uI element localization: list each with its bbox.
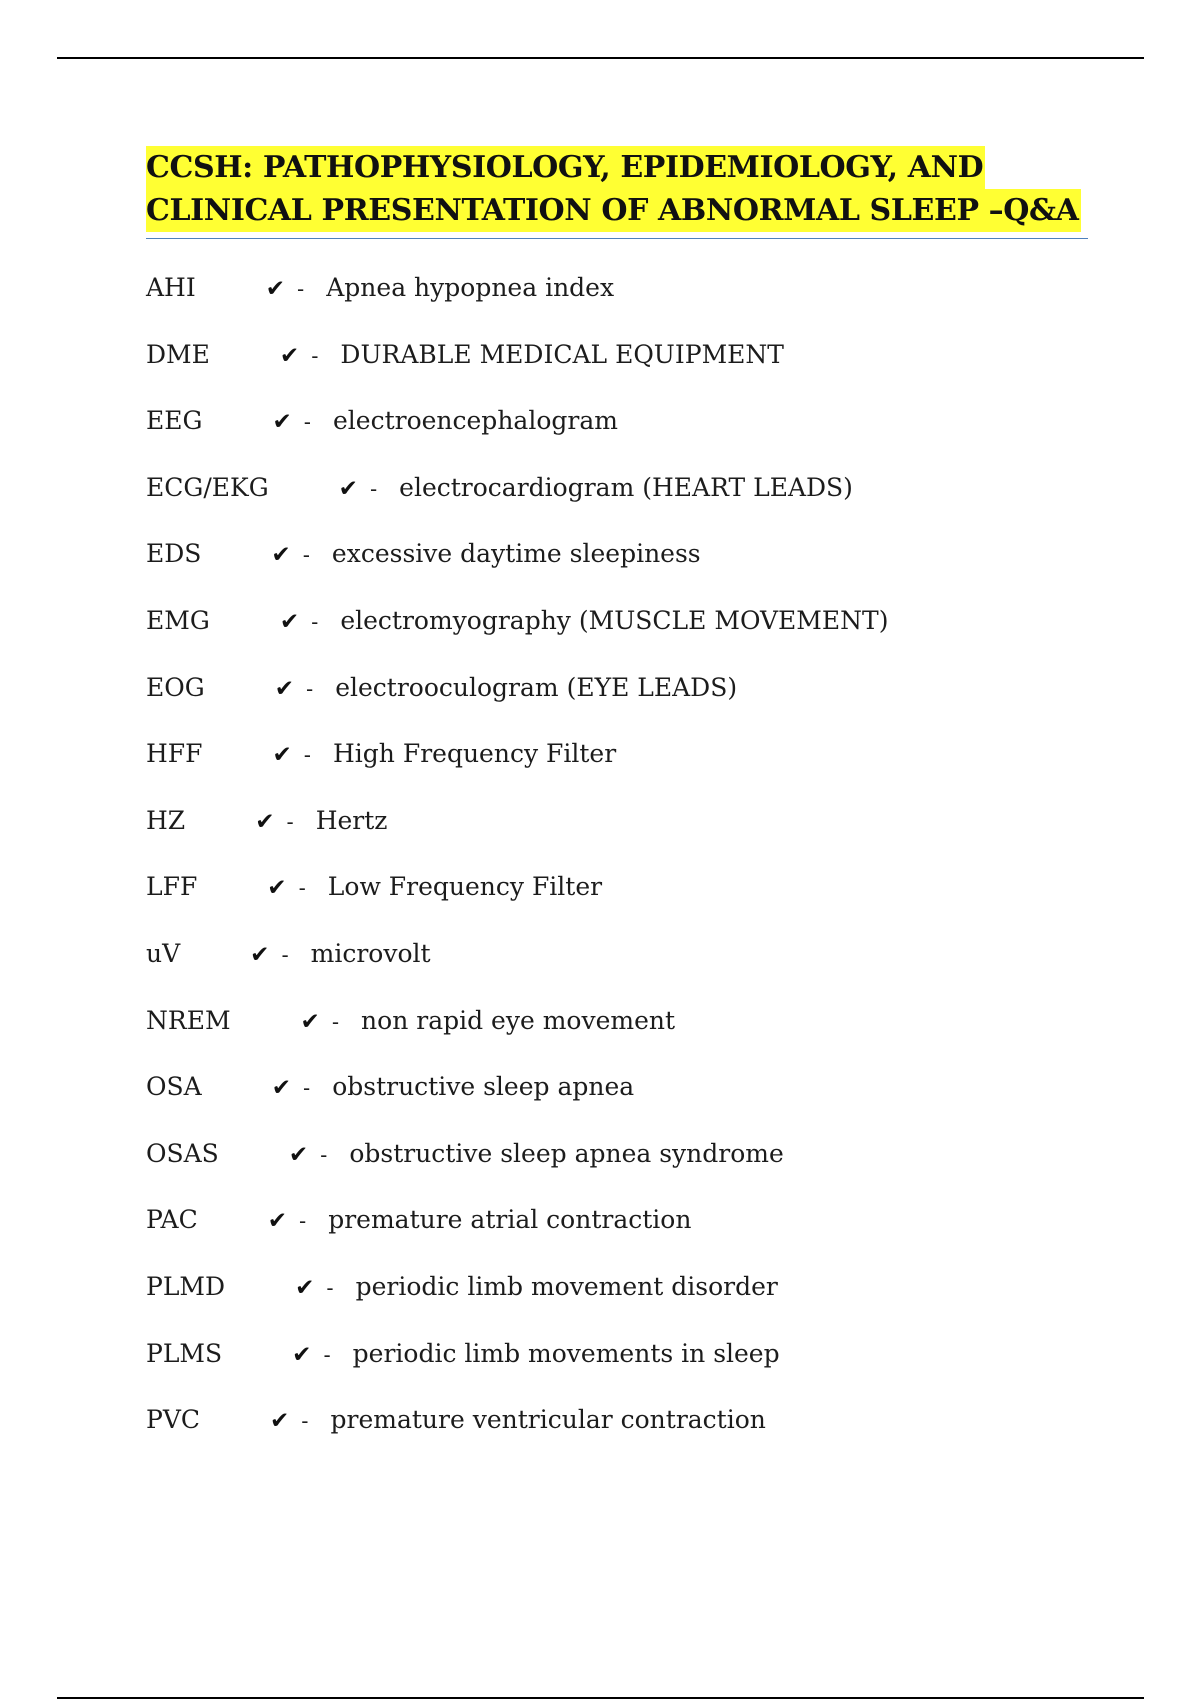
list-item: [146, 399, 1106, 466]
list-item: [146, 799, 1106, 866]
abbreviation-term: PAC: [146, 1205, 198, 1235]
list-item: [146, 266, 1106, 333]
check-icon: ✔: [271, 1075, 291, 1102]
list-item: [146, 1065, 1106, 1132]
abbreviation-definition: obstructive sleep apnea syndrome: [349, 1138, 784, 1168]
abbreviation-term: HFF: [146, 739, 203, 769]
dash-separator: -: [298, 876, 306, 901]
list-item: [146, 532, 1106, 599]
abbreviation-definition: electroencephalogram: [332, 406, 618, 436]
check-icon: ✔: [292, 1341, 312, 1368]
check-icon: ✔: [265, 276, 286, 302]
abbreviation-definition: premature ventricular contraction: [330, 1405, 766, 1435]
list-item: [146, 1198, 1106, 1265]
dash-separator: -: [306, 676, 314, 701]
check-icon: ✔: [300, 1008, 320, 1035]
abbreviation-term: OSAS: [146, 1138, 219, 1168]
list-item: [146, 932, 1106, 999]
abbreviation-definition: periodic limb movements in sleep: [352, 1338, 780, 1368]
abbreviation-term: EEG: [146, 406, 203, 436]
abbreviation-definition: Apnea hypopnea index: [326, 273, 615, 302]
list-item: [146, 333, 1106, 400]
document-title: [146, 146, 1086, 232]
dash-separator: -: [281, 942, 289, 967]
check-icon: ✔: [267, 1208, 287, 1235]
abbreviation-term: EOG: [146, 672, 205, 702]
abbreviation-term: EDS: [146, 539, 202, 569]
check-icon: ✔: [250, 941, 270, 968]
dash-separator: -: [331, 1009, 340, 1034]
dash-separator: -: [311, 609, 319, 634]
list-item: [146, 865, 1106, 932]
dash-separator: -: [286, 809, 294, 834]
abbreviation-term: DME: [146, 339, 210, 369]
abbreviation-term: OSA: [146, 1072, 202, 1102]
dash-separator: -: [302, 1076, 311, 1101]
dash-separator: -: [369, 476, 378, 501]
check-icon: ✔: [270, 1408, 290, 1435]
check-icon: ✔: [272, 742, 292, 769]
abbreviation-term: LFF: [146, 872, 198, 902]
dash-separator: -: [323, 1342, 331, 1367]
dash-separator: -: [302, 543, 310, 568]
check-icon: ✔: [271, 542, 291, 569]
list-item: [146, 1265, 1106, 1332]
abbreviation-definition: electromyography (MUSCLE MOVEMENT): [340, 605, 889, 635]
abbreviation-definition: Hertz: [315, 805, 388, 835]
header-rule: [57, 57, 1144, 59]
check-icon: ✔: [295, 1274, 315, 1301]
list-item: [146, 1132, 1106, 1199]
footer-rule: [57, 1697, 1144, 1699]
abbreviation-definition: High Frequency Filter: [333, 739, 617, 769]
abbreviation-term: AHI: [146, 273, 196, 302]
dash-separator: -: [303, 410, 311, 435]
abbreviation-term: HZ: [146, 805, 186, 835]
list-item: [146, 599, 1106, 666]
abbreviation-term: EMG: [146, 605, 210, 635]
check-icon: ✔: [272, 409, 292, 436]
list-item: [146, 732, 1106, 799]
abbreviation-definition: excessive daytime sleepiness: [331, 539, 701, 569]
abbreviation-definition: microvolt: [310, 938, 431, 968]
check-icon: ✔: [279, 342, 300, 369]
abbreviation-term: PVC: [146, 1405, 201, 1435]
abbreviation-definition: DURABLE MEDICAL EQUIPMENT: [340, 339, 784, 369]
dash-separator: -: [326, 1275, 334, 1300]
abbreviation-term: uV: [146, 938, 181, 968]
list-item: [146, 1398, 1106, 1465]
list-item: [146, 666, 1106, 733]
abbreviation-term: PLMD: [146, 1271, 226, 1301]
check-icon: ✔: [279, 608, 300, 635]
check-icon: ✔: [288, 1141, 309, 1168]
title-line-2: CLINICAL PRESENTATION OF ABNORMAL SLEEP –Q&A: [146, 189, 1081, 232]
abbreviation-term: ECG/EKG: [146, 472, 269, 502]
check-icon: ✔: [338, 475, 358, 502]
title-line-1: CCSH: PATHOPHYSIOLOGY, EPIDEMIOLOGY, AND: [146, 146, 985, 189]
dash-separator: -: [297, 277, 305, 301]
abbreviation-term: PLMS: [146, 1338, 223, 1368]
check-icon: ✔: [255, 808, 275, 835]
abbreviation-definition: electrooculogram (EYE LEADS): [335, 672, 738, 702]
dash-separator: -: [299, 1209, 307, 1234]
dash-separator: -: [320, 1142, 328, 1167]
abbreviation-definition: electrocardiogram (HEART LEADS): [399, 472, 853, 502]
abbreviation-list: [146, 266, 1106, 1465]
abbreviation-definition: Low Frequency Filter: [327, 872, 603, 902]
list-item: [146, 1332, 1106, 1399]
title-underline: [146, 238, 1088, 239]
list-item: [146, 999, 1106, 1066]
abbreviation-term: NREM: [146, 1005, 231, 1035]
check-icon: ✔: [274, 675, 294, 702]
dash-separator: -: [303, 743, 311, 768]
check-icon: ✔: [267, 875, 287, 902]
abbreviation-definition: periodic limb movement disorder: [355, 1271, 778, 1301]
dash-separator: -: [311, 343, 319, 368]
abbreviation-definition: non rapid eye movement: [361, 1005, 676, 1035]
abbreviation-definition: obstructive sleep apnea: [332, 1072, 635, 1102]
abbreviation-definition: premature atrial contraction: [328, 1205, 692, 1235]
dash-separator: -: [301, 1409, 309, 1434]
list-item: [146, 466, 1106, 533]
